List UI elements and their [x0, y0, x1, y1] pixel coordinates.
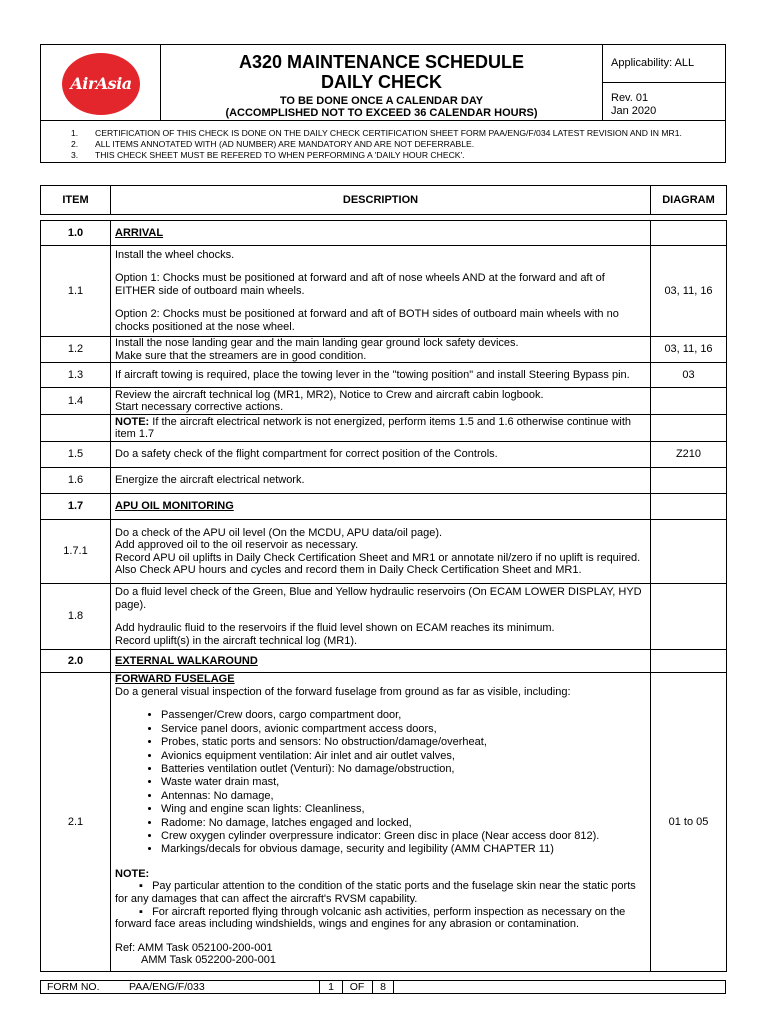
section-title: ARRIVAL [111, 221, 651, 246]
document-title: A320 MAINTENANCE SCHEDULE [238, 52, 525, 72]
title-cell [161, 45, 603, 121]
form-label: FORM NO. [47, 981, 100, 993]
header-description: DESCRIPTION [111, 186, 651, 215]
document-subtitle: DAILY CHECK [320, 72, 443, 92]
list-item: • Probes, static ports and sensors: No obstruction/damage/overheat, [161, 736, 646, 749]
table-row: 1.7.1 Do a check of the APU oil level (On the MCDU, APU data/oil page). Add approved oil to the oil reservoir as necessary. Record APU oil uplifts in Daily Check Certification Sheet and MR1 or annotate nil/zero if no uplift is required. Also Check APU hours and cycles and record them in Daily Check Certification Sheet and MR1. [41, 520, 727, 584]
list-item: • Radome: No damage, latches engaged and locked, [161, 817, 646, 830]
list-item: • Wing and engine scan lights: Cleanliness, [161, 803, 646, 816]
logo-text: AirAsia [70, 74, 132, 93]
list-item: • Batteries ventilation outlet (Venturi): No damage/obstruction, [161, 763, 646, 776]
list-item: • Passenger/Crew doors, cargo compartment door, [161, 709, 646, 722]
list-item: • Antennas: No damage, [161, 790, 646, 803]
section-title: EXTERNAL WALKAROUND [111, 650, 651, 673]
page-number: 1 [319, 981, 343, 993]
table-row: 1.6 Energize the aircraft electrical network. [41, 468, 727, 494]
table-row: 1.8 Do a fluid level check of the Green, Blue and Yellow hydraulic reservoirs (On ECAM LOWER DISPLAY, HYD page). Add hydraulic fluid to the reservoirs if the fluid level shown on ECAM reaches its minimum. Record uplift(s) in the aircraft technical log (MR1). [41, 584, 727, 650]
table-row: 1.1 Install the wheel chocks. Option 1: Chocks must be positioned at forward and aft of nose wheels AND at the forward and aft of EITHER side of outboard main wheels. Option 2: Chocks must be positioned at forward and aft of BOTH sides of outboard main wheels with no chocks positioned at the nose wheel. 03, 11, 16 [41, 246, 727, 337]
table-row: 2.1 FORWARD FUSELAGE Do a general visual inspection of the forward fuselage from ground as far as visible, including: • Passenger/Crew doors, cargo compartment door, • Service panel doors, avionic compartment access doors, • Probes, static ports and sensors: No obstruction/damage/overheat, • Avionics equipment ventilation: Air inlet and air outlet valves, • Batteries ventilation outlet (Venturi): No damage/obstruction, • Waste water drain mast, • Antennas: No damage, • Wing and engine scan lights: Cleanliness, • Radome: No damage, latches engaged and locked, • Crew oxygen cylinder overpressure indicator: Green disc in place (Near access door 812). • Markings/decals for obvious damage, security and legibility (AMM CHAPTER 11) NOTE: ▪ Pay particular attention to the condition of the static ports and the fuselage skin near the static ports for any damages that can affect the aircraft's RVSM capability. ▪ For aircraft reported flying through volcanic ash activities, perform inspection as necessary on the forward face areas including windshields, wings and engines for any abrasion or contamination. Ref: AMM Task 052100-200-001 AMM Task 052200-200-001 01 to 05 [41, 673, 727, 972]
table-row: 1.5 Do a safety check of the flight compartment for correct position of the Controls. Z210 [41, 442, 727, 468]
note-item: 1. CERTIFICATION OF THIS CHECK IS DONE ON THE DAILY CHECK CERTIFICATION SHEET FORM PAA/ENG/F/034 LATEST REVISION AND IN MR1. [71, 128, 682, 138]
page-of: OF [342, 981, 373, 993]
applicability: Applicability: ALL [603, 45, 725, 83]
list-item: • Crew oxygen cylinder overpressure indicator: Green disc in place (Near access door 812). [161, 830, 646, 843]
table-row: 1.2 Install the nose landing gear and the main landing gear ground lock safety devices. Make sure that the streamers are in good condition. 03, 11, 16 [41, 337, 727, 363]
page-total: 8 [373, 981, 394, 993]
form-number: PAA/ENG/F/033 [129, 981, 205, 993]
table-row: NOTE: If the aircraft electrical network is not energized, perform items 1.5 and 1.6 otherwise continue with item 1.7 [41, 415, 727, 442]
table-header-row [41, 186, 727, 215]
table-row: 1.0 ARRIVAL [41, 221, 727, 246]
table-row: 1.3 If aircraft towing is required, place the towing lever in the "towing position" and install Steering Bypass pin. 03 [41, 363, 727, 388]
limit-line: (ACCOMPLISHED NOT TO EXCEED 36 CALENDAR HOURS) [225, 107, 538, 119]
table-row: 1.4 Review the aircraft technical log (MR1, MR2), Notice to Crew and aircraft cabin logbook. Start necessary corrective actions. [41, 388, 727, 415]
header-diagram: DIAGRAM [651, 186, 727, 215]
subsection-title: FORWARD FUSELAGE [115, 673, 235, 686]
form-footer [40, 980, 726, 994]
note-item: 3. THIS CHECK SHEET MUST BE REFERED TO WHEN PERFORMING A 'DAILY HOUR CHECK'. [71, 150, 465, 160]
header-item: ITEM [41, 186, 111, 215]
section-title: APU OIL MONITORING [111, 494, 651, 520]
frequency-line: TO BE DONE ONCE A CALENDAR DAY [279, 95, 484, 107]
maintenance-table [40, 185, 727, 972]
airasia-logo [62, 53, 140, 115]
table-row: 1.7 APU OIL MONITORING [41, 494, 727, 520]
logo-cell [41, 45, 161, 121]
document-header [40, 44, 726, 121]
list-item: • Avionics equipment ventilation: Air inlet and air outlet valves, [161, 750, 646, 763]
revision: Rev. 01 [611, 92, 649, 104]
note-label: NOTE: [115, 415, 150, 428]
note-label: NOTE: [115, 867, 150, 880]
note-item: 2. ALL ITEMS ANNOTATED WITH (AD NUMBER) ARE MANDATORY AND ARE NOT DEFERRABLE. [71, 139, 475, 149]
inspection-list [115, 709, 646, 856]
reference: AMM Task 052200-200-001 [141, 954, 276, 967]
list-item: • Waste water drain mast, [161, 776, 646, 789]
revision-date: Jan 2020 [611, 105, 657, 117]
revision-cell [603, 83, 725, 121]
list-item: • Markings/decals for obvious damage, security and legibility (AMM CHAPTER 11) [161, 843, 646, 856]
table-row: 2.0 EXTERNAL WALKAROUND [41, 650, 727, 673]
general-notes [40, 121, 726, 163]
reference: Ref: AMM Task 052100-200-001 [115, 941, 273, 954]
list-item: • Service panel doors, avionic compartment access doors, [161, 723, 646, 736]
